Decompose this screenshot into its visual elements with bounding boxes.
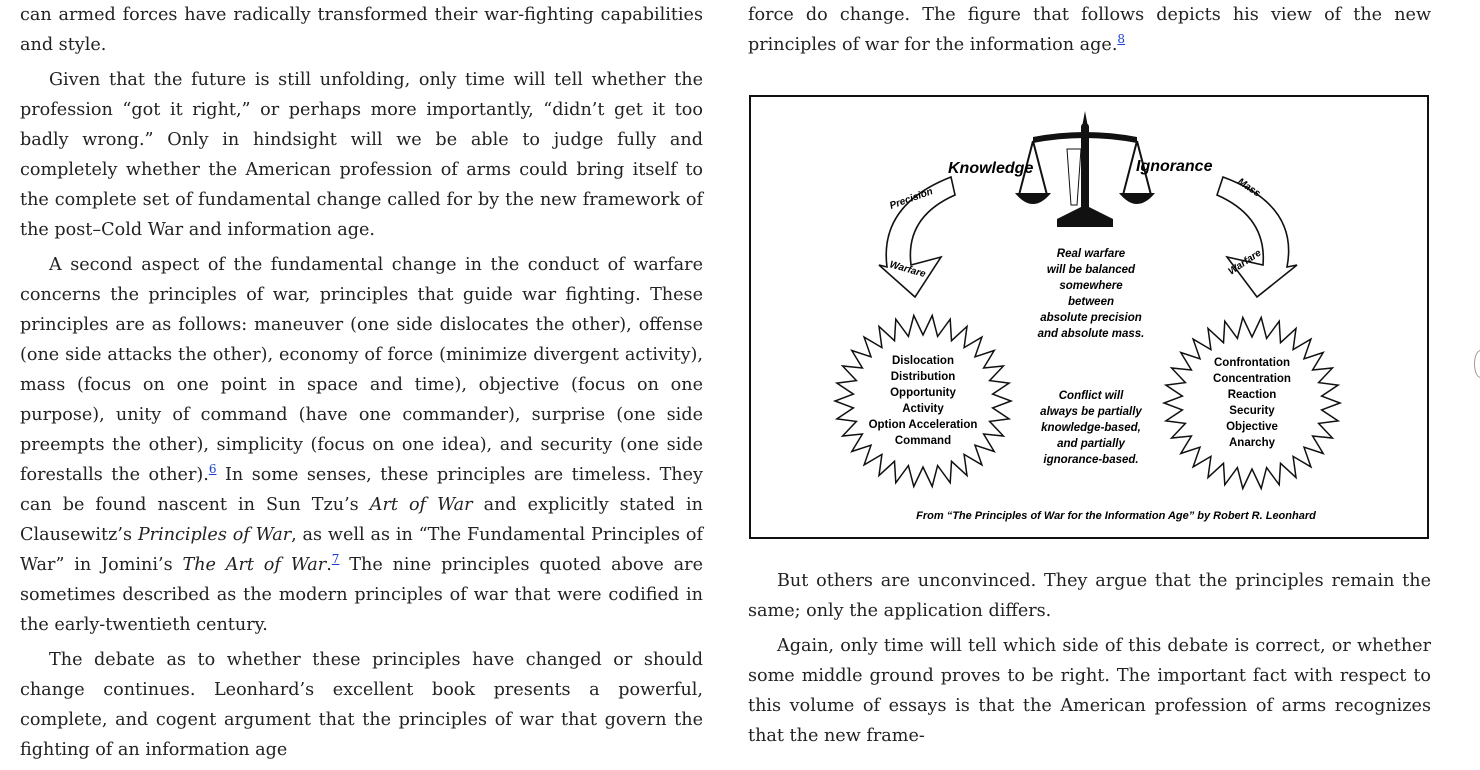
paragraph-unconvinced: But others are unconvinced. They argue that the principles remain the same; only the application differs. — [748, 571, 1431, 621]
left-item-dislocation: Dislocation — [892, 355, 954, 367]
title-principles-of-war: Principles of War — [137, 525, 292, 545]
right-column-continued — [748, 566, 1431, 756]
period: . — [326, 555, 332, 575]
footnote-6-link[interactable]: 6 — [208, 462, 217, 477]
left-item-command: Command — [894, 435, 952, 447]
right-item-confrontation: Confrontation — [1213, 357, 1291, 369]
center-bottom-line-5: ignorance-based. — [1043, 454, 1139, 466]
title-art-of-war-suntzu: Art of War — [369, 495, 473, 515]
paragraph-figure-intro — [748, 0, 1431, 60]
right-item-anarchy: Anarchy — [1228, 437, 1276, 449]
principles-text: A second aspect of the fundamental change in the conduct of warfare concerns the principles of war, principles that guide war fighting. These principles are as follows: maneuver (one side dislocates the other), offense (one side attacks the other), economy of force (minimize divergent activity), mass (focus on one point in space and time), objective (focus on one purpose), unity of command (have one commander), surprise (one side preempts the other), simplicity (focus on one idea), and security (one side forestalls the other). — [20, 255, 703, 485]
center-top-line-4: between — [1067, 296, 1115, 308]
label-warfare-right: Warfare — [1226, 247, 1264, 278]
left-item-option-acceleration: Option Acceleration — [868, 419, 978, 431]
paragraph-hindsight: Given that the future is still unfolding, only time will tell whether the profession “got it right,” or perhaps more importantly, “didn’t get it too badly wrong.” Only in hindsight will we be able to judge fully and completely whether the American profession of arms could bring itself to the complete set of fundamental change called for by the new framework of the post–Cold War and information age. — [20, 70, 703, 240]
center-bottom-text — [1040, 390, 1142, 466]
left-item-opportunity: Opportunity — [890, 387, 956, 399]
right-item-objective: Objective — [1226, 421, 1278, 433]
center-top-text — [1038, 248, 1145, 340]
center-bottom-line-2: always be partially — [1040, 406, 1142, 418]
figure-intro-text: force do change. The figure that follows depicts his view of the new principles of war for the information age. — [748, 5, 1431, 55]
label-knowledge: Knowledge — [948, 160, 1034, 177]
right-item-security: Security — [1229, 405, 1275, 417]
center-top-line-5: absolute precision — [1040, 312, 1142, 324]
label-precision: Precision — [888, 186, 935, 212]
center-bottom-line-4: and partially — [1057, 438, 1125, 450]
right-item-reaction: Reaction — [1227, 389, 1277, 401]
paragraph-principles — [20, 250, 703, 640]
left-starburst-icon — [835, 316, 1011, 487]
label-warfare-left: Warfare — [888, 259, 927, 281]
left-item-activity: Activity — [902, 403, 944, 415]
figure-caption: From “The Principles of War for the Information Age” by Robert R. Leonhard — [916, 510, 1316, 522]
right-item-concentration: Concentration — [1213, 373, 1291, 385]
paragraph-middle-ground: Again, only time will tell which side of this debate is correct, or whether some middle ground proves to be right. The important fact with respect to this volume of essays is that the American profession of arms recognizes that the new frame- — [748, 636, 1431, 746]
principles-of-war-figure — [749, 95, 1429, 539]
left-column — [20, 0, 703, 770]
principles-text-5: The nine principles quoted above are sometimes described as the modern principles of war that were codified in the early-twentieth century. — [20, 555, 703, 635]
paragraph-debate: The debate as to whether these principles have changed or should change continues. Leonhard’s excellent book presents a powerful, complete, and cogent argument that the principles of war that govern the fighting of an information age — [20, 650, 703, 760]
label-ignorance: Ignorance — [1136, 158, 1213, 175]
center-bottom-line-1: Conflict will — [1058, 390, 1124, 402]
principles-text-2: In some senses, these principles are timeless. They can be found nascent in Sun Tzu’s — [20, 465, 703, 515]
label-mass: Mass — [1235, 176, 1263, 200]
footnote-7-link[interactable]: 7 — [331, 552, 340, 567]
scales-icon — [1015, 111, 1155, 227]
footnote-8-link[interactable]: 8 — [1117, 32, 1126, 47]
title-art-of-war-jomini: The Art of War — [182, 555, 327, 575]
center-top-line-2: will be balanced — [1046, 264, 1136, 276]
principles-text-3: and explicitly stated in Clausewitz’s — [20, 495, 704, 545]
figure-drawing — [751, 97, 1427, 537]
center-bottom-line-3: knowledge-based, — [1041, 422, 1141, 434]
center-top-line-6: and absolute mass. — [1037, 328, 1145, 340]
right-column — [748, 0, 1431, 65]
right-starburst-icon — [1164, 318, 1340, 489]
left-item-distribution: Distribution — [890, 371, 956, 383]
principles-text-4: , as well as in “The Fundamental Principles of War” in Jomini’s — [20, 525, 703, 575]
center-top-line-3: somewhere — [1059, 280, 1123, 292]
scroll-handle[interactable] — [1474, 350, 1480, 378]
center-top-line-1: Real warfare — [1056, 248, 1126, 260]
paragraph-continued: can armed forces have radically transformed their war-fighting capabilities and style. — [20, 5, 703, 55]
